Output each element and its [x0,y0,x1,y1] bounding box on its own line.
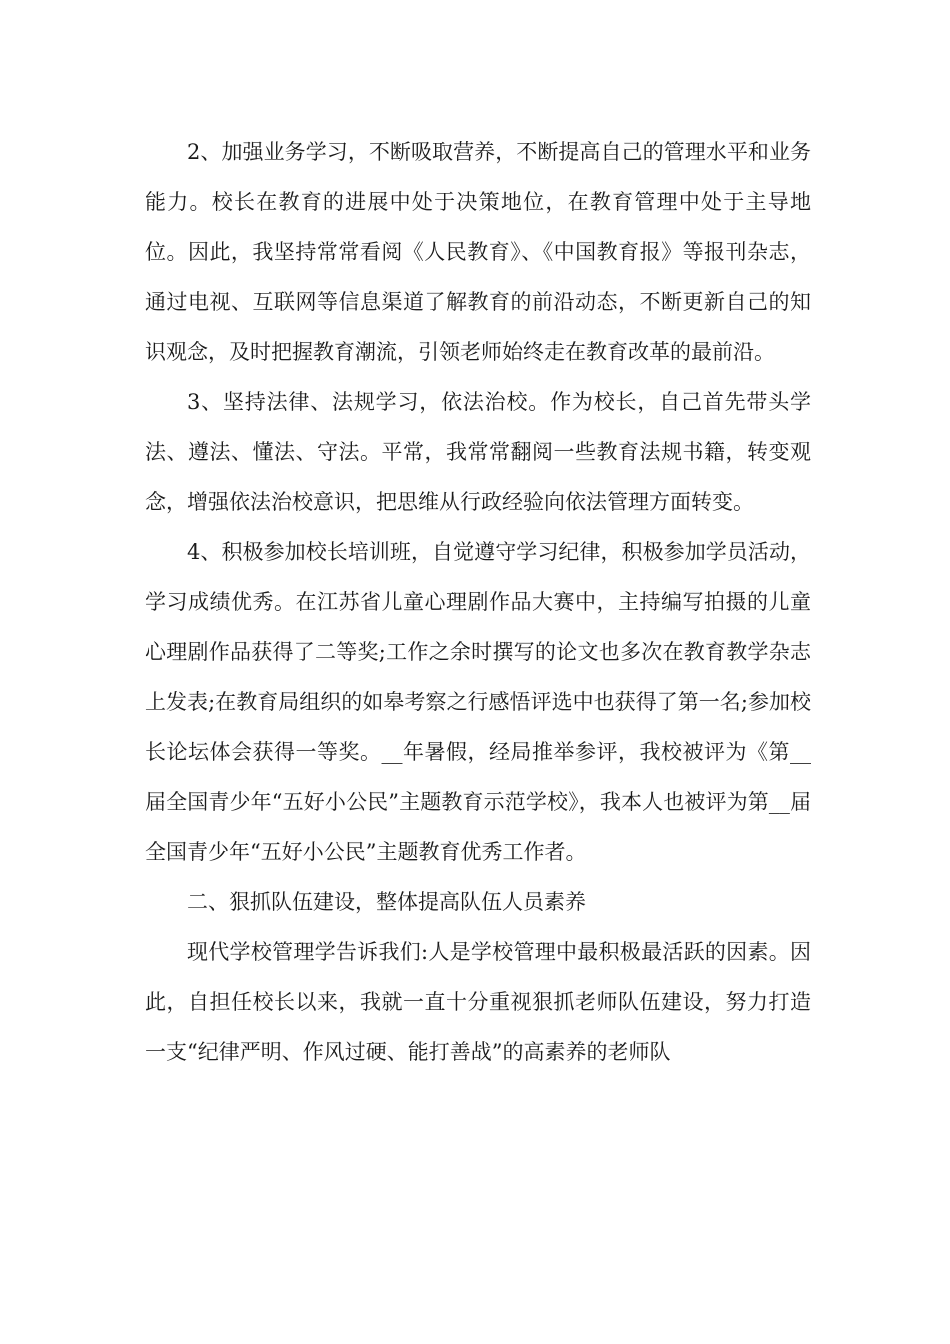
section-heading: 二、狠抓队伍建设，整体提高队伍人员素养 [187,890,586,914]
document-body [145,127,811,1077]
paragraph-law: 3、坚持法律、法规学习，依法治校。作为校长，自己首先带头学法、遵法、懂法、守法。平常，我常常翻阅一些教育法规书籍，转变观念，增强依法治校意识，把思维从行政经验向依法管理方面转变。 [145,390,811,514]
paragraph-training: 4、积极参加校长培训班，自觉遵守学习纪律，积极参加学员活动，学习成绩优秀。在江苏省儿童心理剧作品大赛中，主持编写拍摄的儿童心理剧作品获得了二等奖;工作之余时撰写的论文也多次在教育教学杂志上发表;在教育局组织的如皋考察之行感悟评选中也获得了第一名;参加校长论坛体会获得一等奖。__年暑假，经局推举参评，我校被评为《第__届全国青少年“五好小公民”主题教育示范学校》，我本人也被评为第__届全国青少年“五好小公民”主题教育优秀工作者。 [145,540,811,864]
paragraph-team: 现代学校管理学告诉我们:人是学校管理中最积极最活跃的因素。因此，自担任校长以来，我就一直十分重视狠抓老师队伍建设，努力打造一支“纪律严明、作风过硬、能打善战”的高素养的老师队 [145,940,811,1064]
paragraph-study: 2、加强业务学习，不断吸取营养，不断提高自己的管理水平和业务能力。校长在教育的进展中处于决策地位，在教育管理中处于主导地位。因此，我坚持常常看阅《人民教育》、《中国教育报》等报刊杂志，通过电视、互联网等信息渠道了解教育的前沿动态，不断更新自己的知识观念，及时把握教育潮流，引领老师始终走在教育改革的最前沿。 [145,140,811,364]
